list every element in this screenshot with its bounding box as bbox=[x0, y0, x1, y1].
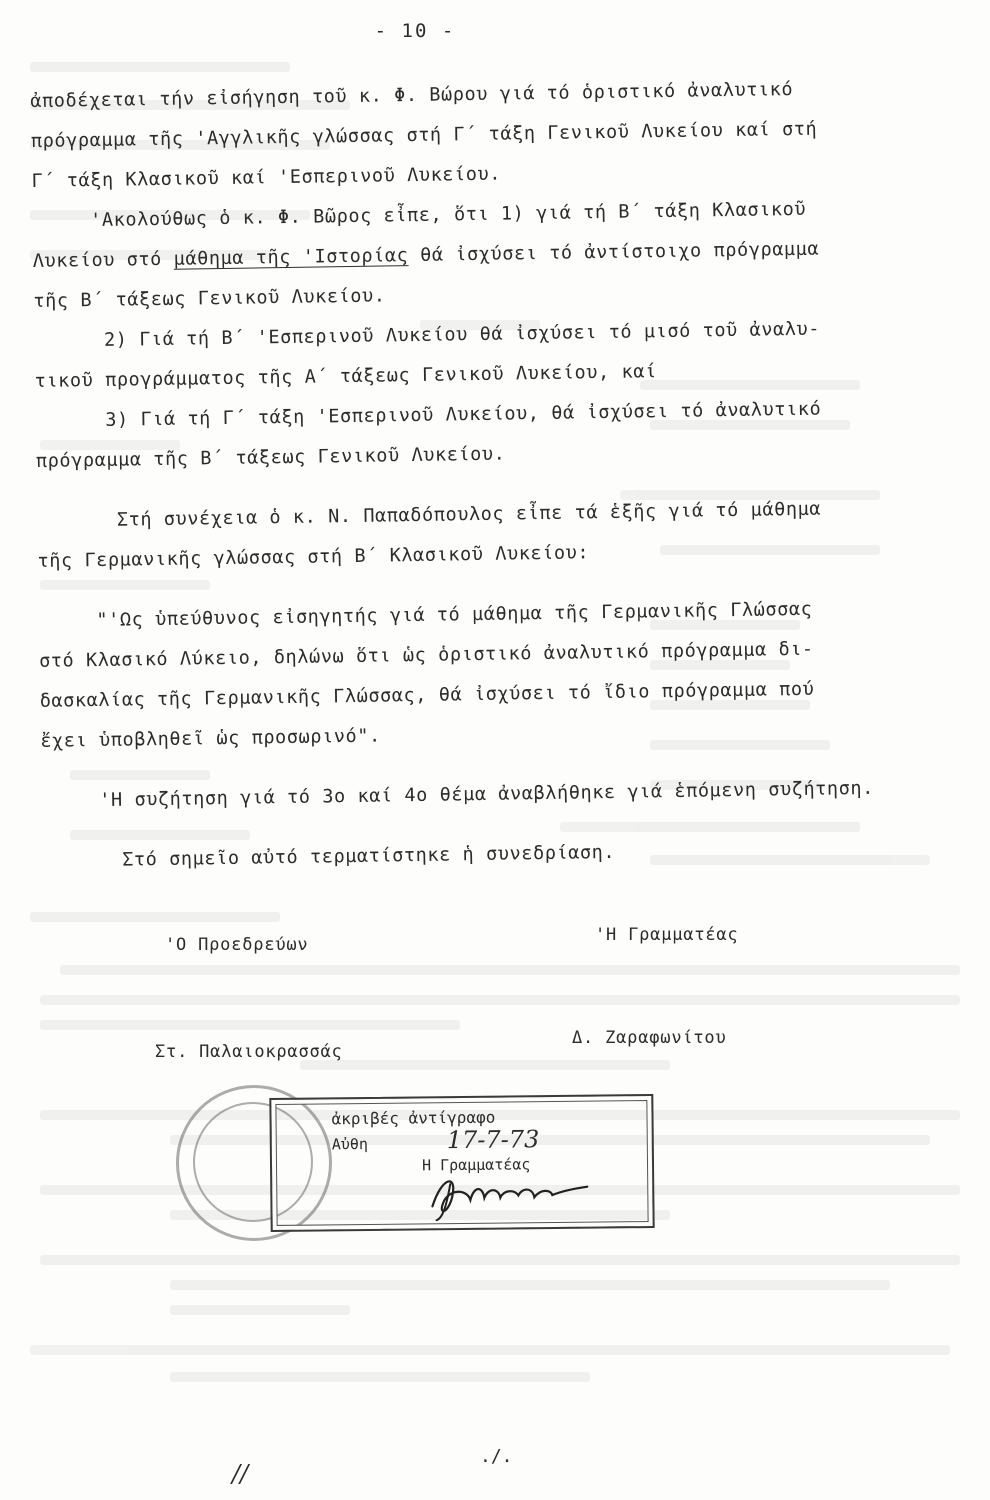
stamp-heading: ἀκριβές ἀντίγραφο bbox=[331, 1107, 496, 1129]
quote-line: ἔχει ὑποβληθεῖ ὡς προσωρινό". bbox=[40, 725, 381, 752]
stamp-date: 17-7-73 bbox=[446, 1125, 540, 1155]
chair-name: Στ. Παλαιοκρασσάς bbox=[155, 1042, 343, 1062]
paragraph-line: 'Η συζήτηση γιά τό 3ο καί 4ο θέμα ἀναβλήθηκε γιά ἑπόμενη συζήτηση. bbox=[99, 777, 875, 811]
paragraph-line: 2) Γιά τή Β΄ 'Εσπερινοῦ Λυκείου θά ἰσχύσει τό μισό τοῦ ἀναλυ- bbox=[103, 318, 821, 351]
secretary-name: Δ. Ζαραφωνίτου bbox=[572, 1028, 727, 1048]
paragraph-line: τῆς Β΄ τάξεως Γενικοῦ Λυκείου. bbox=[33, 285, 386, 312]
quote-line: στό Κλασικό Λύκειο, δηλώνω ὅτι ὡς ὁριστικό ἀναλυτικό πρόγραμμα δι- bbox=[38, 638, 814, 672]
margin-mark: // bbox=[232, 1460, 249, 1488]
paragraph-line: Γ΄ τάξη Κλασικοῦ καί 'Εσπερινοῦ Λυκείου. bbox=[31, 163, 502, 192]
continuation-mark: ./. bbox=[480, 1446, 513, 1467]
paragraph-line: τῆς Γερμανικῆς γλώσσας στή Β΄ Κλασικοῦ Λυκείου: bbox=[37, 542, 590, 572]
paragraph-line: πρόγραμμα τῆς Β΄ τάξεως Γενικοῦ Λυκείου. bbox=[35, 443, 506, 472]
underlined-subject: μάθημα τῆς 'Ιστορίας bbox=[173, 245, 409, 270]
paragraph-line: 3) Γιά τή Γ΄ τάξη 'Εσπερινοῦ Λυκείου, θά ἰσχύσει τό ἀναλυτικό bbox=[105, 398, 822, 431]
paragraph-line: πρόγραμμα τῆς 'Αγγλικῆς γλώσσας στή Γ΄ τάξη Γενικοῦ Λυκείου καί στή bbox=[30, 118, 818, 152]
quote-line: "'Ως ὑπεύθυνος εἰσηγητής γιά τό μάθημα τῆς Γερμανικῆς Γλώσσας bbox=[96, 598, 813, 632]
chair-title: 'Ο Προεδρεύων bbox=[165, 935, 309, 955]
paragraph-line: Στή συνέχεια ὁ κ. Ν. Παπαδόπουλος εἶπε τά ἑξῆς γιά τό μάθημα bbox=[116, 498, 822, 531]
handwritten-signature bbox=[422, 1165, 603, 1222]
stamp-label: Αὐθη bbox=[331, 1134, 369, 1154]
text-run: θά ἰσχύσει τό ἀντίστοιχο πρόγραμμα bbox=[408, 238, 820, 267]
paragraph-line: τικοῦ προγράμματος τῆς Α΄ τάξεως Γενικοῦ Λυκείου, καί bbox=[34, 361, 657, 392]
text-run: Λυκείου στό bbox=[32, 248, 174, 272]
paragraph-line: 'Ακολούθως ὁ κ. Φ. Βῶρος εἶπε, ὅτι 1) γιά τή Β΄ τάξη Κλασικοῦ bbox=[90, 198, 807, 232]
minutes-body bbox=[30, 68, 947, 882]
quote-line: δασκαλίας τῆς Γερμανικῆς Γλώσσας, θά ἰσχύσει τό ἴδιο πρόγραμμα πού bbox=[39, 678, 815, 712]
secretary-title: 'Η Γραμματέας bbox=[595, 925, 739, 945]
page-number: - 10 - bbox=[374, 20, 456, 42]
closing-line: Στό σημεῖο αὐτό τερματίστηκε ἡ συνεδρίαση. bbox=[122, 841, 616, 871]
certified-copy-stamp bbox=[269, 1094, 654, 1232]
paragraph-line: ἀποδέχεται τήν εἰσήγηση τοῦ κ. Φ. Βώρου γιά τό ὁριστικό ἀναλυτικό bbox=[30, 79, 794, 112]
stamp-role: Η Γραμματέας bbox=[421, 1155, 531, 1175]
